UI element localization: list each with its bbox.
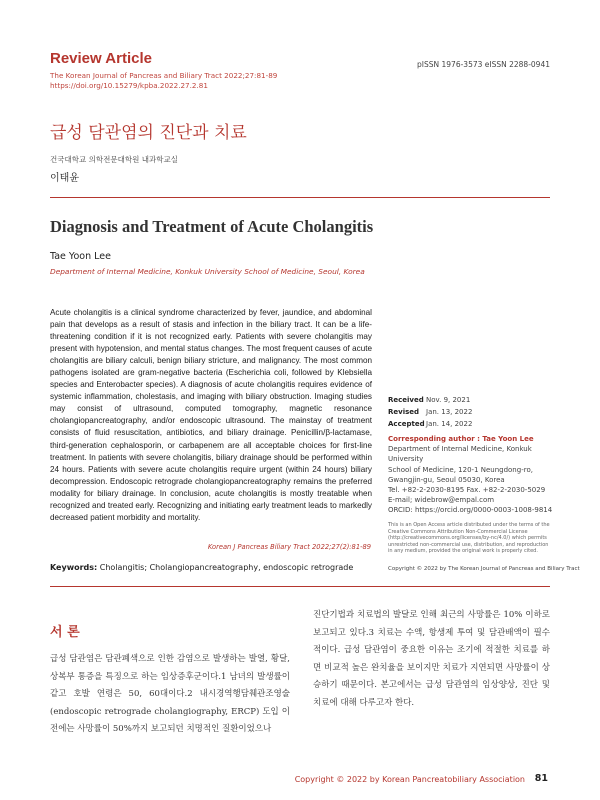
korean-title: 급성 담관염의 진단과 치료 <box>50 123 247 143</box>
abstract: Acute cholangitis is a clinical syndrome characterized by fever, jaundice, and abdominal pain that develops as a result of stasis and infection in the biliary tract. It can be a life-threatening condition if it is not recognized early. Patients with severe cholangitis may present with hypotension, and mental status changes. The most frequent causes of acute cholangitis are biliary calculi, benign biliary stricture, and malignancy. The most common pathogens isolated are gram-negative bacteria (Escherichia coli, followed by Klebsiella species and Enterobacter species). A diagnosis of acute cholangitis requires evidence of systemic inflammation, cholestasis, and imaging with biliary obstruction. Imaging studies may consist of ultrasound, computed tomography, magnetic resonance cholangiopancreatography, and/or endoscopic ultrasound. The mainstay of treatment consists of fluid resuscitation, antibiotics, and biliary drainage. Penicillin/β-lactamase, third-generation cephalosporin, or carbapenem are all acceptable choices for first-line treatment. In patients with severe cholangitis, biliary drainage should be performed within 24 hours. Patients with severe acute cholangitis require urgent (within 24 hours) biliary decompression. Endoscopic retrograde cholangiopancreatography remains the preferred modality for biliary drainage. In conclusion, acute cholangitis is mostly treatable when recognized and treated early. Recognizing and initiating early treatment leads to markedly decreased patient morbidity and mortality. <box>50 308 372 522</box>
page-number: 81 <box>534 773 548 784</box>
english-affiliation: Department of Internal Medicine, Konkuk University School of Medicine, Seoul, Korea <box>50 267 365 276</box>
divider-top <box>50 197 550 198</box>
corresponding-orcid[interactable]: ORCID: https://orcid.org/0000-0003-1008-9814 <box>388 506 553 515</box>
keywords <box>50 563 353 572</box>
open-access-notice: This is an Open Access article distributed under the terms of the Creative Commons Attribution Non-Commercial License (http://creativecommons.org/licenses/by-nc/4.0/) which permits unrestricted non-commercial use, distribution, and reproduction in any medium, provided the original work is properly cited. <box>388 522 550 555</box>
corresponding-line: Department of Internal Medicine, Konkuk University <box>388 445 532 464</box>
body-text-right: 진단기법과 치료법의 발달로 인해 최근의 사망률은 10% 이하로 보고되고 있다.3 치료는 수액, 항생제 투여 및 담관배액이 필수적이다. 급성 담관염이 중요한 이유는 조기에 적절한 치료를 하면 비교적 높은 완치율을 보이지만 치료가 지연되면 사망률이 상승하기 때문이다. 본고에서는 급성 담관염의 임상양상, 진단 및 치료에 대해 다루고자 한다. <box>313 610 550 708</box>
abstract-citation: Korean J Pancreas Biliary Tract 2022;27(2):81-89 <box>207 543 371 551</box>
article-dates <box>388 394 472 430</box>
corresponding-line: School of Medicine, 120-1 Neungdong-ro, <box>388 465 533 474</box>
korean-affiliation: 건국대학교 의학전문대학원 내과학교실 <box>50 155 178 164</box>
journal-copyright: Copyright © 2022 by The Korean Journal of Pancreas and Biliary Tract <box>388 566 580 572</box>
body-text-left: 급성 담관염은 담관폐색으로 인한 감염으로 발생하는 발열, 황달, 상복부 통증을 특징으로 하는 임상증후군이다.1 남녀의 발생률이 같고 호발 연령은 50, 60대이다.2 내시경역행담췌관조영술(endoscopic retrograde cholangiography, ERCP) 도입 이전에는 사망률이 50%까지 보고되던 치명적인 질환이었으나 <box>50 654 290 735</box>
english-author: Tae Yoon Lee <box>50 251 111 262</box>
section-title: 서 론 <box>50 625 80 640</box>
date-revised: Revised Jan. 13, 2022 <box>388 408 473 416</box>
issn: pISSN 1976-3573 eISSN 2288-0941 <box>417 60 550 69</box>
keywords-text: Cholangitis; Cholangiopancreatography, endoscopic retrograde <box>99 563 354 572</box>
footer-copyright: Copyright © 2022 by Korean Pancreatobiliary Association <box>294 775 525 784</box>
date-received: Received Nov. 9, 2021 <box>388 396 471 404</box>
corresponding-line: Tel. +82-2-2030-8195 Fax. +82-2-2030-5029 <box>388 486 546 495</box>
date-accepted: AcceptedJan. 14, 2022 <box>388 420 473 428</box>
journal-citation: The Korean Journal of Pancreas and Biliary Tract 2022;27:81-89 <box>50 71 278 80</box>
journal-info <box>50 71 277 91</box>
keywords-label: Keywords: <box>50 563 98 572</box>
english-title: Diagnosis and Treatment of Acute Cholangitis <box>50 217 374 236</box>
corresponding-line: Gwangjin-gu, Seoul 05030, Korea <box>388 475 505 484</box>
korean-author: 이태윤 <box>50 173 79 184</box>
corresponding-heading: Corresponding author : Tae Yoon Lee <box>388 435 534 443</box>
divider-bottom <box>50 586 550 587</box>
corresponding-author <box>388 434 558 516</box>
doi-link[interactable]: https://doi.org/10.15279/kpba.2022.27.2.81 <box>50 81 208 90</box>
corresponding-email[interactable]: E-mail; widebrow@empal.com <box>388 496 495 505</box>
article-type: Review Article <box>50 50 152 67</box>
